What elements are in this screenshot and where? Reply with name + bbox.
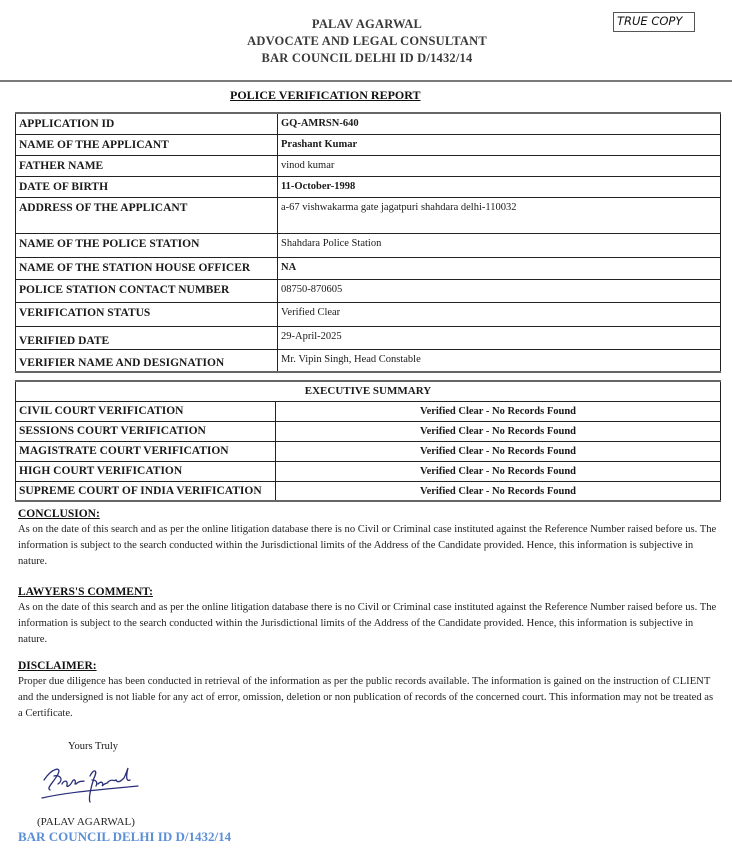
table-row	[16, 134, 721, 155]
advocate-title: ADVOCATE AND LEGAL CONSULTANT	[247, 34, 487, 48]
summary-title: EXECUTIVE SUMMARY	[16, 381, 721, 401]
field-value: Mr. Vipin Singh, Head Constable	[278, 349, 721, 372]
field-value: Prashant Kumar	[278, 134, 721, 155]
field-label: NAME OF THE APPLICANT	[16, 134, 278, 155]
field-label: VERIFICATION STATUS	[16, 302, 278, 326]
table-row	[16, 441, 721, 461]
field-label: VERIFIED DATE	[16, 326, 278, 349]
closing-text: Yours Truly	[68, 741, 119, 752]
field-label: FATHER NAME	[16, 155, 278, 176]
conclusion-text: As on the date of this search and as per the online litigation database there is no Civil or Criminal case instituted against the Reference Number raised before us. The information is subject to the search conducted within the Jurisdictional limits of the Address of the Candidate provided. Hence, this information is subjective in nature.	[18, 524, 717, 567]
disclaimer-heading: DISCLAIMER:	[18, 660, 97, 672]
field-label: DATE OF BIRTH	[16, 176, 278, 197]
field-value: NA	[278, 257, 721, 279]
signature-image	[38, 758, 148, 808]
field-value: GQ-AMRSN-640	[278, 113, 721, 134]
court-status: Verified Clear - No Records Found	[276, 461, 721, 481]
conclusion-section	[18, 507, 718, 570]
disclaimer-section	[18, 659, 718, 722]
field-label: VERIFIER NAME AND DESIGNATION	[16, 349, 278, 372]
field-value: Verified Clear	[278, 302, 721, 326]
field-label: POLICE STATION CONTACT NUMBER	[16, 279, 278, 302]
field-label: APPLICATION ID	[16, 113, 278, 134]
court-label: SUPREME COURT OF INDIA VERIFICATION	[16, 481, 276, 501]
summary-header-row	[16, 381, 721, 401]
table-row	[16, 401, 721, 421]
field-label: NAME OF THE POLICE STATION	[16, 233, 278, 257]
table-row	[16, 481, 721, 501]
court-status: Verified Clear - No Records Found	[276, 481, 721, 501]
court-label: SESSIONS COURT VERIFICATION	[16, 421, 276, 441]
table-row	[16, 349, 721, 372]
lawyers-comment-text: As on the date of this search and as per the online litigation database there is no Civil or Criminal case instituted against the Reference Number raised before us. The information is subject to the search conducted within the Jurisdictional limits of the Address of the Candidate provided. Hence, this information is subjective in nature.	[18, 602, 717, 645]
table-row	[16, 279, 721, 302]
table-row	[16, 176, 721, 197]
field-value: Shahdara Police Station	[278, 233, 721, 257]
field-value: a-67 vishwakarma gate jagatpuri shahdara delhi-110032	[278, 197, 721, 233]
table-row	[16, 302, 721, 326]
court-label: HIGH COURT VERIFICATION	[16, 461, 276, 481]
court-status: Verified Clear - No Records Found	[276, 401, 721, 421]
field-value: 11-October-1998	[278, 176, 721, 197]
table-row	[16, 233, 721, 257]
table-row	[16, 197, 721, 233]
table-row	[16, 421, 721, 441]
signatory-name: (PALAV AGARWAL)	[37, 816, 135, 828]
field-value: 29-April-2025	[278, 326, 721, 349]
table-row	[16, 113, 721, 134]
court-status: Verified Clear - No Records Found	[276, 441, 721, 461]
table-row	[16, 326, 721, 349]
table-row	[16, 155, 721, 176]
advocate-bar-id: BAR COUNCIL DELHI ID D/1432/14	[261, 51, 473, 65]
table-row	[16, 461, 721, 481]
table-row	[16, 257, 721, 279]
conclusion-heading: CONCLUSION:	[18, 508, 100, 520]
field-label: ADDRESS OF THE APPLICANT	[16, 197, 278, 233]
signatory-bar-id: BAR COUNCIL DELHI ID D/1432/14	[18, 829, 232, 844]
true-copy-stamp: TRUE COPY	[613, 12, 695, 32]
advocate-name: PALAV AGARWAL	[311, 17, 423, 31]
lawyers-comment-heading: LAWYERS'S COMMENT:	[18, 586, 153, 598]
lawyers-comment-section	[18, 585, 718, 648]
field-label: NAME OF THE STATION HOUSE OFFICER	[16, 257, 278, 279]
applicant-info-table	[15, 112, 721, 373]
field-value: 08750-870605	[278, 279, 721, 302]
report-title: POLICE VERIFICATION REPORT	[230, 88, 421, 102]
court-label: CIVIL COURT VERIFICATION	[16, 401, 276, 421]
disclaimer-text: Proper due diligence has been conducted in retrieval of the information as per the public records available. The information is gained on the instruction of CLIENT and the undersigned is not liable for any act of error, omission, deletion or non publication of records of the concerned court. This information may not be treated as a Certificate.	[18, 676, 714, 719]
header-divider	[0, 80, 732, 82]
court-label: MAGISTRATE COURT VERIFICATION	[16, 441, 276, 461]
executive-summary-table	[15, 380, 721, 502]
court-status: Verified Clear - No Records Found	[276, 421, 721, 441]
field-value: vinod kumar	[278, 155, 721, 176]
